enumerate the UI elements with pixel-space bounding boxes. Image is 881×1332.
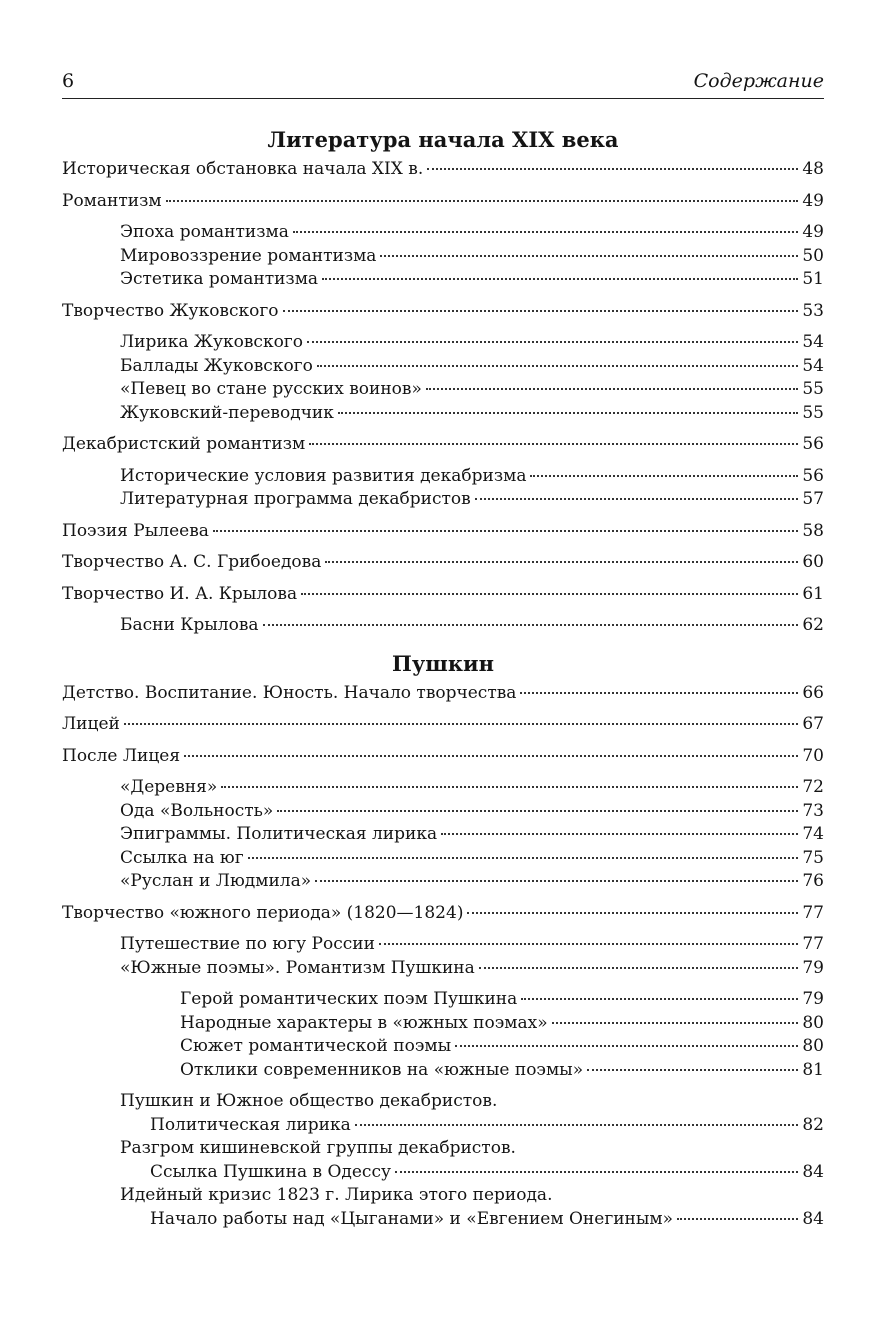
toc-entry — [62, 158, 824, 182]
dot-leader — [677, 1218, 798, 1220]
toc-entry — [62, 551, 824, 575]
dot-leader — [315, 880, 798, 882]
toc-entry-title: Эпоха романтизма — [120, 222, 289, 242]
toc-entry-page: 80 — [802, 1036, 824, 1056]
dot-leader — [325, 561, 798, 563]
dot-leader — [520, 692, 798, 694]
toc-entry — [62, 465, 824, 489]
dot-leader — [248, 857, 799, 859]
dot-leader — [521, 998, 798, 1000]
toc-entry — [62, 823, 824, 847]
dot-leader — [293, 231, 798, 233]
toc-entry-title: Сюжет романтической поэмы — [180, 1036, 452, 1056]
dot-leader — [263, 624, 799, 626]
toc-entry — [62, 268, 824, 292]
toc-entry-title: «Южные поэмы». Романтизм Пушкина — [120, 957, 475, 978]
toc-entry-page: 58 — [802, 520, 824, 541]
toc-entry-title: Творчество Жуковского — [62, 300, 279, 321]
toc-entry-title: Ссылка Пушкина в Одессу — [150, 1161, 391, 1182]
toc-entry-page: 81 — [802, 1059, 824, 1080]
toc-entry-title: Творчество «южного периода» (1820—1824) — [62, 902, 464, 923]
toc-entry-title: Литературная программа декабристов — [120, 489, 471, 509]
page-number: 6 — [62, 70, 75, 92]
toc-entry-title: После Лицея — [62, 745, 181, 766]
dot-leader — [322, 278, 798, 280]
toc-entry — [62, 776, 824, 800]
toc-entry-title: «Певец во стане русских воинов» — [120, 379, 422, 399]
toc-entry — [62, 433, 824, 457]
toc-entry — [62, 988, 824, 1012]
toc-entry-title: Пушкин и Южное общество декабристов. — [120, 1091, 498, 1111]
toc-entry-title: Политическая лирика — [150, 1114, 351, 1135]
dot-leader — [283, 310, 799, 312]
section-title: Литература начала XIX века — [267, 127, 619, 152]
dot-leader — [427, 168, 798, 170]
toc-entry-title: «Деревня» — [120, 777, 218, 797]
toc-entry-page: 80 — [802, 1012, 824, 1033]
toc-entry-title: Ода «Вольность» — [120, 800, 274, 821]
toc-entry — [62, 957, 824, 981]
dot-leader — [467, 912, 798, 914]
toc-entry-page: 79 — [802, 989, 824, 1009]
dot-leader — [184, 755, 798, 757]
toc-entry-page: 66 — [802, 682, 824, 703]
toc-entry — [62, 402, 824, 426]
toc-entry-title: Исторические условия развития декабризма — [120, 465, 527, 486]
dot-leader — [124, 723, 799, 725]
dot-leader — [587, 1069, 798, 1071]
toc-entry — [62, 1161, 824, 1185]
toc-entry-page: 72 — [802, 777, 824, 797]
toc-entry — [62, 1137, 824, 1161]
toc-entry-page: 49 — [802, 190, 824, 211]
toc-entry-page: 79 — [802, 957, 824, 978]
toc-entry — [62, 1012, 824, 1036]
toc-entry-page: 67 — [802, 714, 824, 734]
toc-entry-page: 77 — [802, 934, 824, 954]
toc-entry-page: 75 — [802, 847, 824, 868]
dot-leader — [395, 1171, 798, 1173]
dot-leader — [380, 255, 798, 257]
toc-entry-page: 77 — [802, 902, 824, 923]
dot-leader — [479, 967, 799, 969]
toc-entry-title: Начало работы над «Цыганами» и «Евгением Онегиным» — [150, 1208, 674, 1229]
dot-leader — [530, 475, 798, 477]
toc-entry-page: 51 — [802, 269, 824, 289]
toc-entry — [62, 355, 824, 379]
toc-entry-title: Поэзия Рылеева — [62, 520, 209, 541]
toc-entry-title: Мировоззрение романтизма — [120, 245, 377, 266]
dot-leader — [213, 530, 798, 532]
toc-entry — [62, 1184, 824, 1208]
toc-entry-title: Путешествие по югу России — [120, 934, 375, 954]
toc-entry-page: 56 — [802, 465, 824, 486]
toc-entry — [62, 933, 824, 957]
toc-entry-title: Романтизм — [62, 190, 162, 211]
dot-leader — [301, 593, 798, 595]
toc-entry-page: 56 — [802, 434, 824, 454]
toc-entry-title: «Руслан и Людмила» — [120, 871, 312, 891]
toc-entry-page: 53 — [802, 300, 824, 321]
dot-leader — [221, 786, 798, 788]
toc-entry-title: Эпиграммы. Политическая лирика — [120, 824, 438, 844]
toc-entry — [62, 520, 824, 544]
toc-entry — [62, 221, 824, 245]
dot-leader — [475, 498, 799, 500]
dot-leader — [309, 443, 798, 445]
toc-entry-page: 55 — [802, 379, 824, 399]
toc-entry — [62, 713, 824, 737]
toc-entry-page: 82 — [802, 1114, 824, 1135]
toc-entry-page: 60 — [802, 552, 824, 572]
toc-entry-page: 70 — [802, 745, 824, 766]
toc-entry-page: 48 — [802, 159, 824, 179]
toc-entry-title: Эстетика романтизма — [120, 269, 319, 289]
dot-leader — [338, 412, 798, 414]
toc-entry-title: Историческая обстановка начала XIX в. — [62, 159, 424, 179]
dot-leader — [379, 943, 798, 945]
dot-leader — [166, 200, 799, 202]
toc-entry — [62, 331, 824, 355]
dot-leader — [455, 1045, 798, 1047]
toc-entry-title: Разгром кишиневской группы декабристов. — [120, 1138, 516, 1158]
toc-entry — [62, 583, 824, 607]
toc-entry — [62, 1035, 824, 1059]
toc-entry — [62, 1208, 824, 1232]
table-of-contents — [62, 122, 824, 1231]
section-title: Пушкин — [392, 650, 494, 676]
toc-entry-title: Творчество И. А. Крылова — [62, 583, 298, 604]
toc-entry — [62, 1114, 824, 1138]
dot-leader — [441, 833, 798, 835]
dot-leader — [426, 388, 798, 390]
toc-entry-title: Ссылка на юг — [120, 847, 244, 868]
dot-leader — [552, 1022, 799, 1024]
page-header — [62, 68, 824, 99]
toc-entry-page: 49 — [802, 222, 824, 242]
toc-entry-title: Жуковский-переводчик — [120, 402, 334, 423]
toc-entry-title: Творчество А. С. Грибоедова — [62, 552, 322, 572]
toc-entry — [62, 870, 824, 894]
toc-entry-title: Идейный кризис 1823 г. Лирика этого периода. — [120, 1185, 553, 1205]
toc-entry — [62, 745, 824, 769]
dot-leader — [355, 1124, 799, 1126]
toc-entry — [62, 614, 824, 638]
toc-entry-page: 54 — [802, 355, 824, 376]
toc-entry-page: 55 — [802, 402, 824, 423]
toc-entry-page: 57 — [802, 489, 824, 509]
toc-entry — [62, 488, 824, 512]
toc-entry — [62, 245, 824, 269]
toc-entry — [62, 1090, 824, 1114]
toc-entry-title: Декабристский романтизм — [62, 434, 306, 454]
toc-entry — [62, 1059, 824, 1083]
toc-entry-page: 50 — [802, 245, 824, 266]
toc-entry — [62, 682, 824, 706]
dot-leader — [307, 341, 798, 343]
toc-entry-page: 73 — [802, 800, 824, 821]
toc-entry-title: Лирика Жуковского — [120, 332, 303, 352]
toc-entry-page: 54 — [802, 332, 824, 352]
toc-entry-page: 74 — [802, 824, 824, 844]
toc-entry-title: Герой романтических поэм Пушкина — [180, 989, 518, 1009]
toc-entry — [62, 847, 824, 871]
toc-entry — [62, 902, 824, 926]
toc-entry-title: Басни Крылова — [120, 615, 259, 635]
toc-entry-page: 84 — [802, 1208, 824, 1229]
toc-entry — [62, 378, 824, 402]
dot-leader — [317, 365, 799, 367]
toc-entry-page: 61 — [802, 583, 824, 604]
toc-entry — [62, 800, 824, 824]
toc-entry-title: Народные характеры в «южных поэмах» — [180, 1012, 548, 1033]
toc-entry — [62, 190, 824, 214]
toc-entry-title: Детство. Воспитание. Юность. Начало творчества — [62, 682, 517, 703]
toc-entry-page: 84 — [802, 1161, 824, 1182]
running-title: Содержание — [693, 70, 824, 92]
toc-entry-page: 76 — [802, 871, 824, 891]
toc-entry-title: Отклики современников на «южные поэмы» — [180, 1059, 584, 1080]
dot-leader — [277, 810, 798, 812]
toc-entry-page: 62 — [802, 615, 824, 635]
toc-entry-title: Баллады Жуковского — [120, 355, 313, 376]
toc-entry-title: Лицей — [62, 714, 120, 734]
toc-entry — [62, 300, 824, 324]
